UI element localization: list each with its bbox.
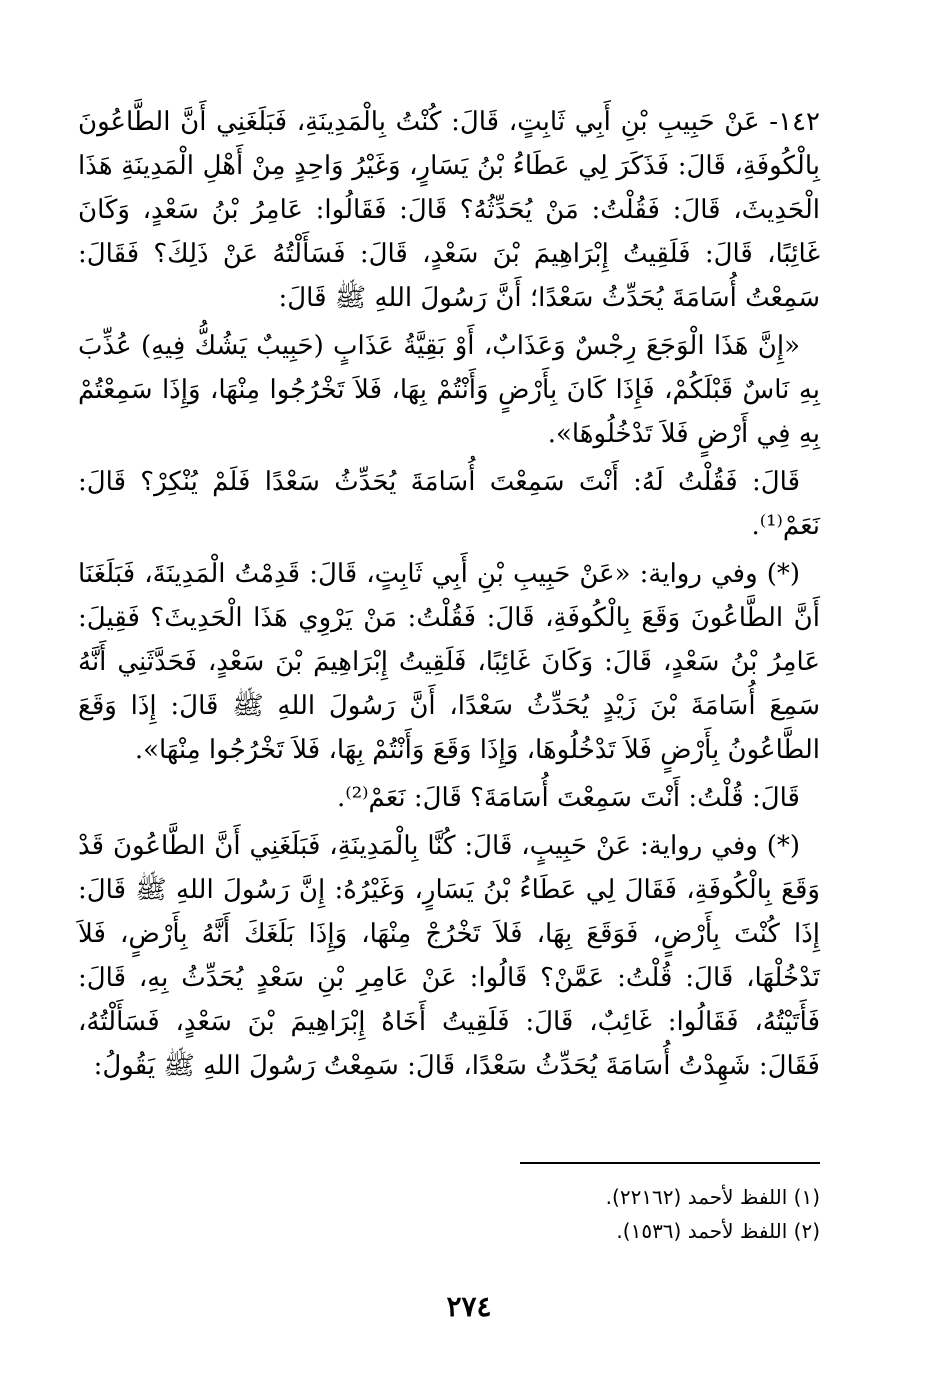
page-number: ٢٧٤ <box>446 1290 492 1323</box>
hadith-142-text: ١٤٢- عَنْ حَبِيبِ بْنِ أَبِي ثَابِتٍ، قَالَ: كُنْتُ بِالْمَدِينَةِ، فَبَلَغَنِي أَنَّ الطَّاعُونَ بِالْكُوفَةِ، قَالَ: فَذَكَرَ لِي عَطَاءُ بْنُ يَسَارٍ، وَغَيْرُ وَاحِدٍ مِنْ أَهْلِ الْمَدِينَةِ هَذَا الْحَدِيثَ، قَالَ: فَقُلْتُ: مَنْ يُحَدِّثُهُ؟ قَالَ: فَقَالُوا: عَامِرُ بْنُ سَعْدٍ، وَكَانَ غَائِبًا، قَالَ: فَلَقِيتُ إِبْرَاهِيمَ بْنَ سَعْدٍ، قَالَ: فَسَأَلْتُهُ عَنْ ذَلِكَ؟ فَقَالَ: سَمِعْتُ أُسَامَةَ يُحَدِّثُ سَعْدًا؛ أَنَّ رَسُولَ اللهِ ﷺ قَالَ: <box>78 107 820 313</box>
narrator-question-2: قَالَ: قُلْتُ: أَنْتَ سَمِعْتَ أُسَامَةَ؟ قَالَ: نَعَمْ⁽²⁾. <box>337 783 800 813</box>
footnote-divider <box>520 1162 820 1164</box>
footnote-1: (١) اللفظ لأحمد (٢٢١٦٢). <box>605 1185 820 1209</box>
hadith-quote: «إِنَّ هَذَا الْوَجَعَ رِجْسٌ وَعَذَابٌ، أَوْ بَقِيَّةُ عَذَابٍ (حَبِيبٌ يَشُكُّ فِيهِ) عُذِّبَ بِهِ نَاسٌ قَبْلَكُمْ، فَإِذَا كَانَ بِأَرْضٍ وَأَنْتُمْ بِهَا، فَلاَ تَخْرُجُوا مِنْهَا، وَإِذَا سَمِعْتُمْ بِهِ فِي أَرْضٍ فَلاَ تَدْخُلُوهَا». <box>78 331 820 449</box>
variant-narration-1: (*) وفي رواية: «عَنْ حَبِيبِ بْنِ أَبِي ثَابِتٍ، قَالَ: قَدِمْتُ الْمَدِينَةَ، فَبَلَغَنَا أَنَّ الطَّاعُونَ وَقَعَ بِالْكُوفَةِ، قَالَ: فَقُلْتُ: مَنْ يَرْوِي هَذَا الْحَدِيثَ؟ فَقِيلَ: عَامِرُ بْنُ سَعْدٍ، قَالَ: وَكَانَ غَائِبًا، فَلَقِيتُ إِبْرَاهِيمَ بْنَ سَعْدٍ، فَحَدَّثَنِي أَنَّهُ سَمِعَ أُسَامَةَ بْنَ زَيْدٍ يُحَدِّثُ سَعْدًا، أَنَّ رَسُولَ اللهِ ﷺ قَالَ: إِذَا وَقَعَ الطَّاعُونُ بِأَرْضٍ فَلاَ تَدْخُلُوهَا، وَإِذَا وَقَعَ وَأَنْتُمْ بِهَا، فَلاَ تَخْرُجُوا مِنْهَا». <box>78 559 820 765</box>
narrator-question: قَالَ: فَقُلْتُ لَهُ: أَنْتَ سَمِعْتَ أُسَامَةَ يُحَدِّثُ سَعْدًا فَلَمْ يُنْكِرْ؟ قَالَ: نَعَمْ⁽¹⁾. <box>78 467 820 541</box>
footnotes <box>78 1180 820 1248</box>
footnote-2: (٢) اللفظ لأحمد (١٥٣٦). <box>616 1219 820 1243</box>
variant-narration-2: (*) وفي رواية: عَنْ حَبِيبٍ، قَالَ: كُنَّا بِالْمَدِينَةِ، فَبَلَغَنِي أَنَّ الطَّاعُونَ قَدْ وَقَعَ بِالْكُوفَةِ، فَقَالَ لِي عَطَاءُ بْنُ يَسَارٍ، وَغَيْرُهُ: إِنَّ رَسُولَ اللهِ ﷺ قَالَ: إِذَا كُنْتَ بِأَرْضٍ، فَوَقَعَ بِهَا، فَلاَ تَخْرُجْ مِنْهَا، وَإِذَا بَلَغَكَ أَنَّهُ بِأَرْضٍ، فَلاَ تَدْخُلْهَا، قَالَ: قُلْتُ: عَمَّنْ؟ قَالُوا: عَنْ عَامِرِ بْنِ سَعْدٍ يُحَدِّثُ بِهِ، قَالَ: فَأَتَيْتُهُ، فَقَالُوا: غَائِبٌ، قَالَ: فَلَقِيتُ أَخَاهُ إِبْرَاهِيمَ بْنَ سَعْدٍ، فَسَأَلْتُهُ، فَقَالَ: شَهِدْتُ أُسَامَةَ يُحَدِّثُ سَعْدًا، قَالَ: سَمِعْتُ رَسُولَ اللهِ ﷺ يَقُولُ: <box>78 831 820 1081</box>
